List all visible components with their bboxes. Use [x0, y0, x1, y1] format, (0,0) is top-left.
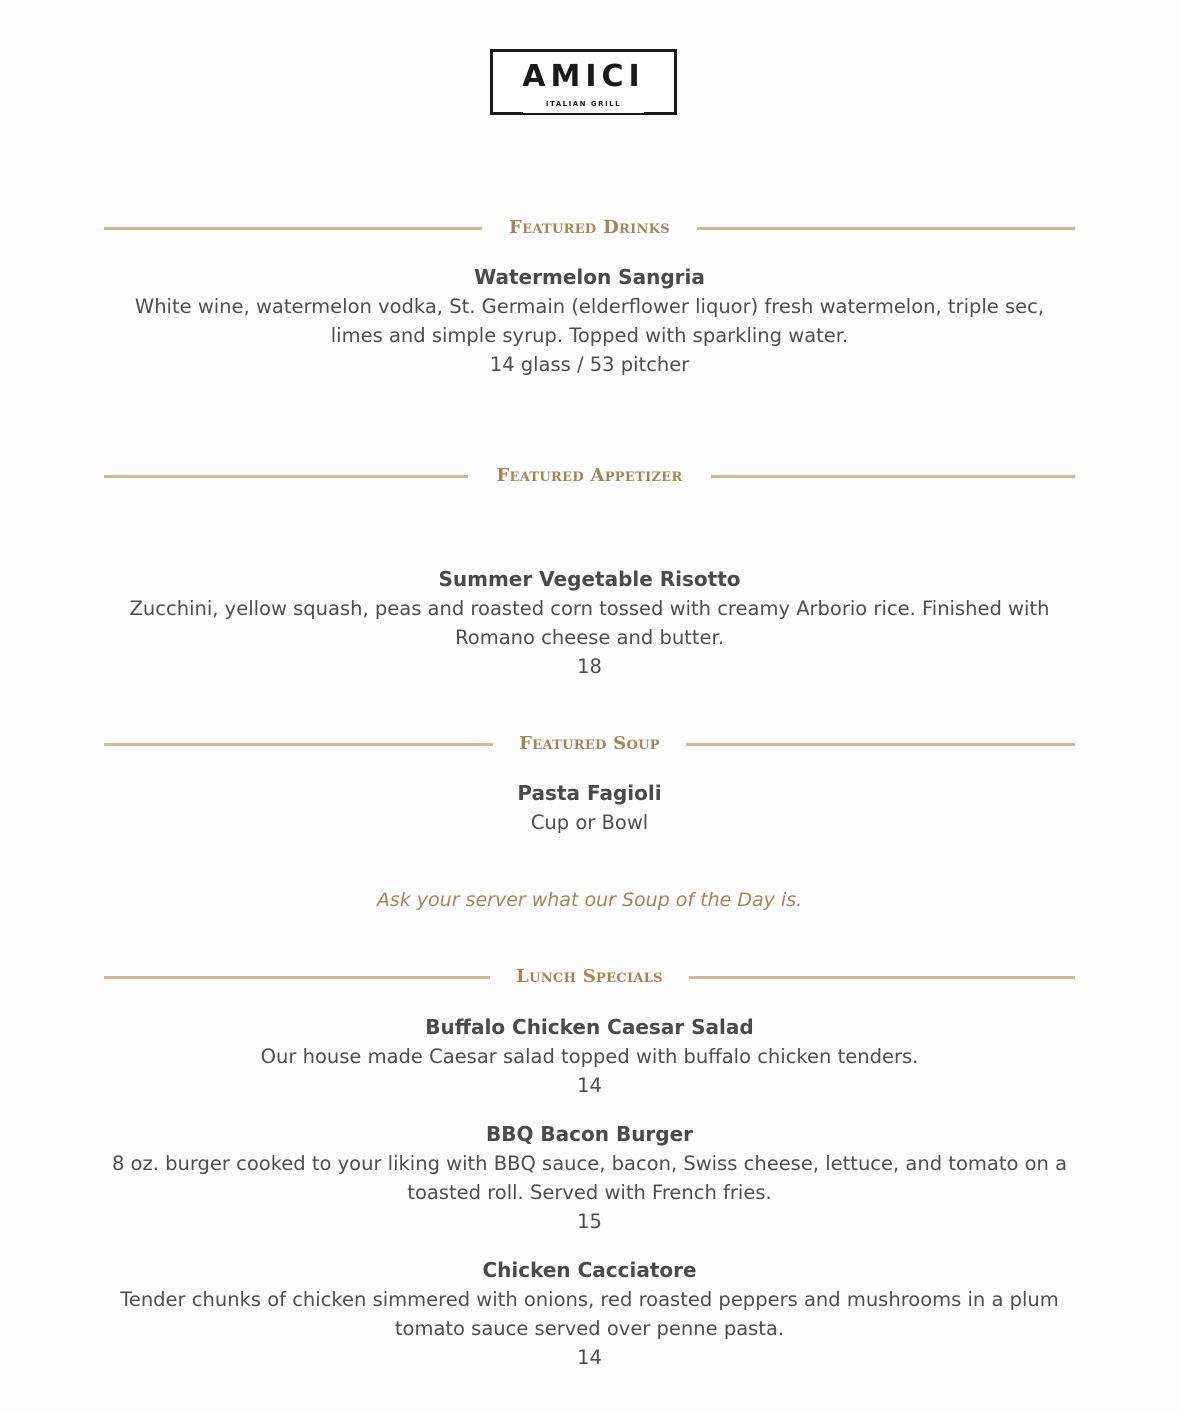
item-description: Cup or Bowl	[530, 811, 649, 834]
section-header-appetizer	[104, 464, 1075, 488]
divider-rule-right	[686, 743, 1075, 746]
section-title-drinks: Featured Drinks	[509, 217, 670, 238]
section-header-lunch	[104, 965, 1075, 989]
item-description: Zucchini, yellow squash, peas and roasted corn tossed with creamy Arborio rice. Finished with Romano cheese and butter.	[129, 597, 1050, 649]
logo-tagline-text: ITALIAN GRILL	[542, 100, 625, 108]
section-title-appetizer: Featured Appetizer	[496, 465, 683, 486]
restaurant-logo	[490, 49, 677, 115]
item-name: BBQ Bacon Burger	[485, 1122, 694, 1146]
logo-tagline	[493, 99, 674, 109]
menu-item-soup-0	[104, 779, 1075, 837]
item-name: Pasta Fagioli	[517, 781, 662, 805]
item-price: 15	[577, 1210, 602, 1233]
menu-item-lunch-0	[104, 1013, 1075, 1100]
menu-item-drinks-0	[104, 263, 1075, 379]
item-price: 18	[577, 655, 602, 678]
divider-rule-right	[697, 227, 1075, 230]
item-price: 14	[577, 1346, 602, 1369]
item-description: Our house made Caesar salad topped with buffalo chicken tenders.	[260, 1045, 919, 1068]
item-name: Buffalo Chicken Caesar Salad	[425, 1015, 754, 1039]
item-name: Chicken Cacciatore	[482, 1258, 697, 1282]
section-header-soup	[104, 732, 1075, 756]
menu-item-lunch-1	[104, 1120, 1075, 1236]
divider-rule-right	[711, 475, 1075, 478]
menu-item-lunch-2	[104, 1256, 1075, 1372]
section-title-lunch: Lunch Specials	[516, 966, 663, 987]
section-title-soup: Featured Soup	[519, 733, 660, 754]
item-price: 14 glass / 53 pitcher	[489, 353, 690, 376]
logo-frame	[490, 49, 677, 115]
logo-name: AMICI	[522, 59, 645, 94]
divider-rule-right	[689, 976, 1075, 979]
item-description: Tender chunks of chicken simmered with onions, red roasted peppers and mushrooms in a plum tomato sauce served over penne pasta.	[120, 1288, 1059, 1340]
menu-item-appetizer-0	[104, 565, 1075, 681]
item-name: Watermelon Sangria	[474, 265, 705, 289]
item-description: 8 oz. burger cooked to your liking with BBQ sauce, bacon, Swiss cheese, lettuce, and tomato on a toasted roll. Served with French fries.	[111, 1152, 1068, 1204]
item-name: Summer Vegetable Risotto	[438, 567, 741, 591]
item-price: 14	[577, 1074, 602, 1097]
item-description: White wine, watermelon vodka, St. Germain (elderflower liquor) fresh watermelon, triple sec, limes and simple syrup. Topped with sparkling water.	[134, 295, 1045, 347]
soup-of-the-day-note: Ask your server what our Soup of the Day is.	[376, 889, 803, 911]
section-header-drinks	[104, 216, 1075, 240]
